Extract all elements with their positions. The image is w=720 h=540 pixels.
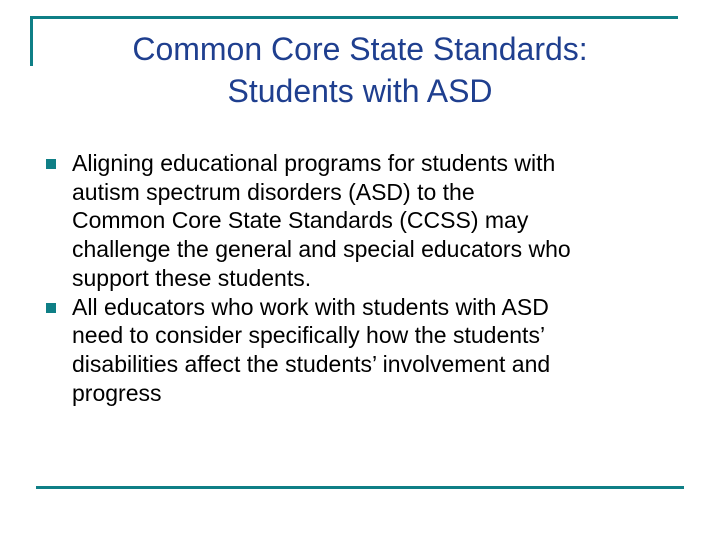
square-bullet-icon: [46, 159, 56, 169]
title-line-2: Students with ASD: [227, 73, 493, 109]
bullet-1-line-4: challenge the general and special educators who: [72, 236, 571, 263]
square-bullet-icon: [46, 303, 56, 313]
bullet-item-2: [40, 293, 690, 408]
bullet-item-1: [40, 149, 690, 293]
bullet-1-line-2: autism spectrum disorders (ASD) to the: [72, 178, 475, 205]
frame-left-border: [30, 16, 33, 66]
slide-title: [60, 28, 660, 112]
bullet-2-line-3: disabilities affect the students’ involvement and: [72, 350, 551, 377]
bullet-2-line-1: All educators who work with students with ASD: [72, 293, 549, 320]
frame-top-border: [30, 16, 678, 19]
bullet-list: [40, 149, 690, 407]
bullet-2-line-4: progress: [72, 379, 162, 406]
bullet-1-line-5: support these students.: [72, 264, 312, 291]
frame-bottom-border: [36, 486, 684, 489]
bullet-1-line-3: Common Core State Standards (CCSS) may: [72, 207, 529, 234]
bullet-2-line-2: need to consider specifically how the students’: [72, 322, 546, 349]
title-line-1: Common Core State Standards:: [132, 31, 588, 67]
bullet-1-line-1: Aligning educational programs for students with: [72, 150, 556, 176]
